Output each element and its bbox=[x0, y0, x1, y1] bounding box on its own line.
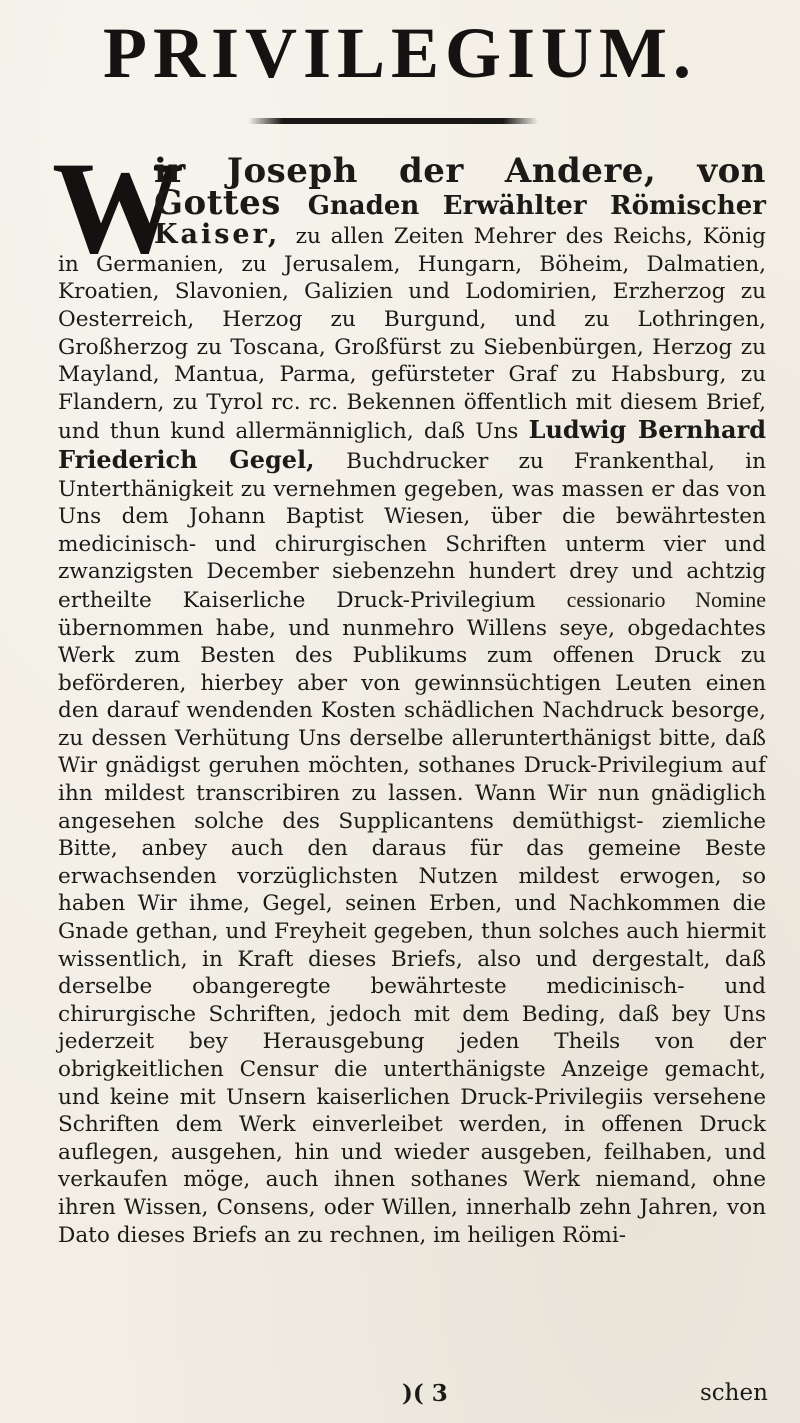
title-rule bbox=[248, 118, 538, 124]
paragraph-grant: übernommen habe, und nunmehro Willens seye, obgedachtes Werk zum Besten des Publikums zum offenen Druck zu beförderen, hierbey aber von gewinnsüchtigen Leuten einen den darauf wendenden Kosten schädlichen Nachdruck besorge, zu dessen Verhütung Uns derselbe allerunterthänigst bitte, daß Wir gnädigst geruhen möchten, sothanes Druck-Privilegium auf ihn mildest transcribiren zu lassen. Wann Wir nun gnädiglich angesehen solche des Supplicantens demüthigst- ziemliche Bitte, anbey auch den daraus für das gemeine Beste erwachsenden vorzüglichsten Nutzen mildest erwogen, so haben Wir ihme, Gegel, seinen Erben, und Nachkommen die Gnade gethan, und Freyheit gegeben, thun solches auch hiermit wissentlich, in Kraft dieses Briefs, also und dergestalt, daß derselbe obangeregte bewährteste medicinisch- und chirurgische Schriften, jedoch mit dem Beding, daß bey Uns jederzeit bey Herausgebung jeden Theils von der obrigkeitlichen Censur die unterthänigste Anzeige gemacht, und keine mit Unsern kaiserlichen Druck-Privilegiis versehene Schriften dem Werk einverleibet werden, in offenen Druck auflegen, ausgehen, hin und wieder ausgeben, feilhaben, und verkaufen möge, auch ihnen sothanes Werk niemand, ohne ihren Wissen, Consens, oder Willen, innerhalb zehn Jahren, von Dato dieses Briefs an zu rechnen, im heiligen Römi- bbox=[58, 615, 766, 1248]
paragraph-petition: Buchdrucker zu Frankenthal, in Unterthänigkeit zu vernehmen gegeben, was massen er das von Uns dem Johann Baptist Wiesen, über die bewährtesten medicinisch- und chirurgischen Schriften unterm vier und zwanzigsten December siebenzehn hundert drey und achtzig ertheilte Kaiserliche Druck-Privilegium bbox=[58, 448, 766, 613]
opening-line-2: Gnaden Erwählter Römischer bbox=[307, 190, 766, 221]
drop-cap: W bbox=[52, 134, 184, 281]
page-footer bbox=[0, 1380, 800, 1420]
latin-phrase: cessionario Nomine bbox=[566, 586, 766, 612]
opening-line: ir Joseph der Andere, von Gottes bbox=[154, 151, 766, 223]
paragraph-titles: zu allen Zeiten Mehrer des Reichs, König in Germanien, zu Jerusalem, Hungarn, Böheim, Dalmatien, Kroatien, Slavonien, Galizien und Lodomirien, Erzherzog zu Oesterreich, Herzog zu Burgund, und zu Lothringen, Großherzog zu Toscana, Großfürst zu Siebenbürgen, Herzog zu Mayland, Mantua, Parma, gefürsteter Graf zu Habsburg, zu Flandern, zu Tyrol rc. rc. Bekennen öffentlich mit diesem Brief, und thun kund allermänniglich, daß Uns bbox=[58, 224, 766, 445]
privilege-text bbox=[52, 134, 766, 1249]
signature-mark: )( 3 bbox=[402, 1380, 448, 1407]
catchword: schen bbox=[700, 1380, 768, 1406]
page-title: PRIVILEGIUM. bbox=[102, 13, 698, 93]
printer-name: Ludwig Bernhard Friederich Gegel, bbox=[58, 415, 766, 474]
emperor-title: Kaiser, bbox=[154, 219, 296, 251]
